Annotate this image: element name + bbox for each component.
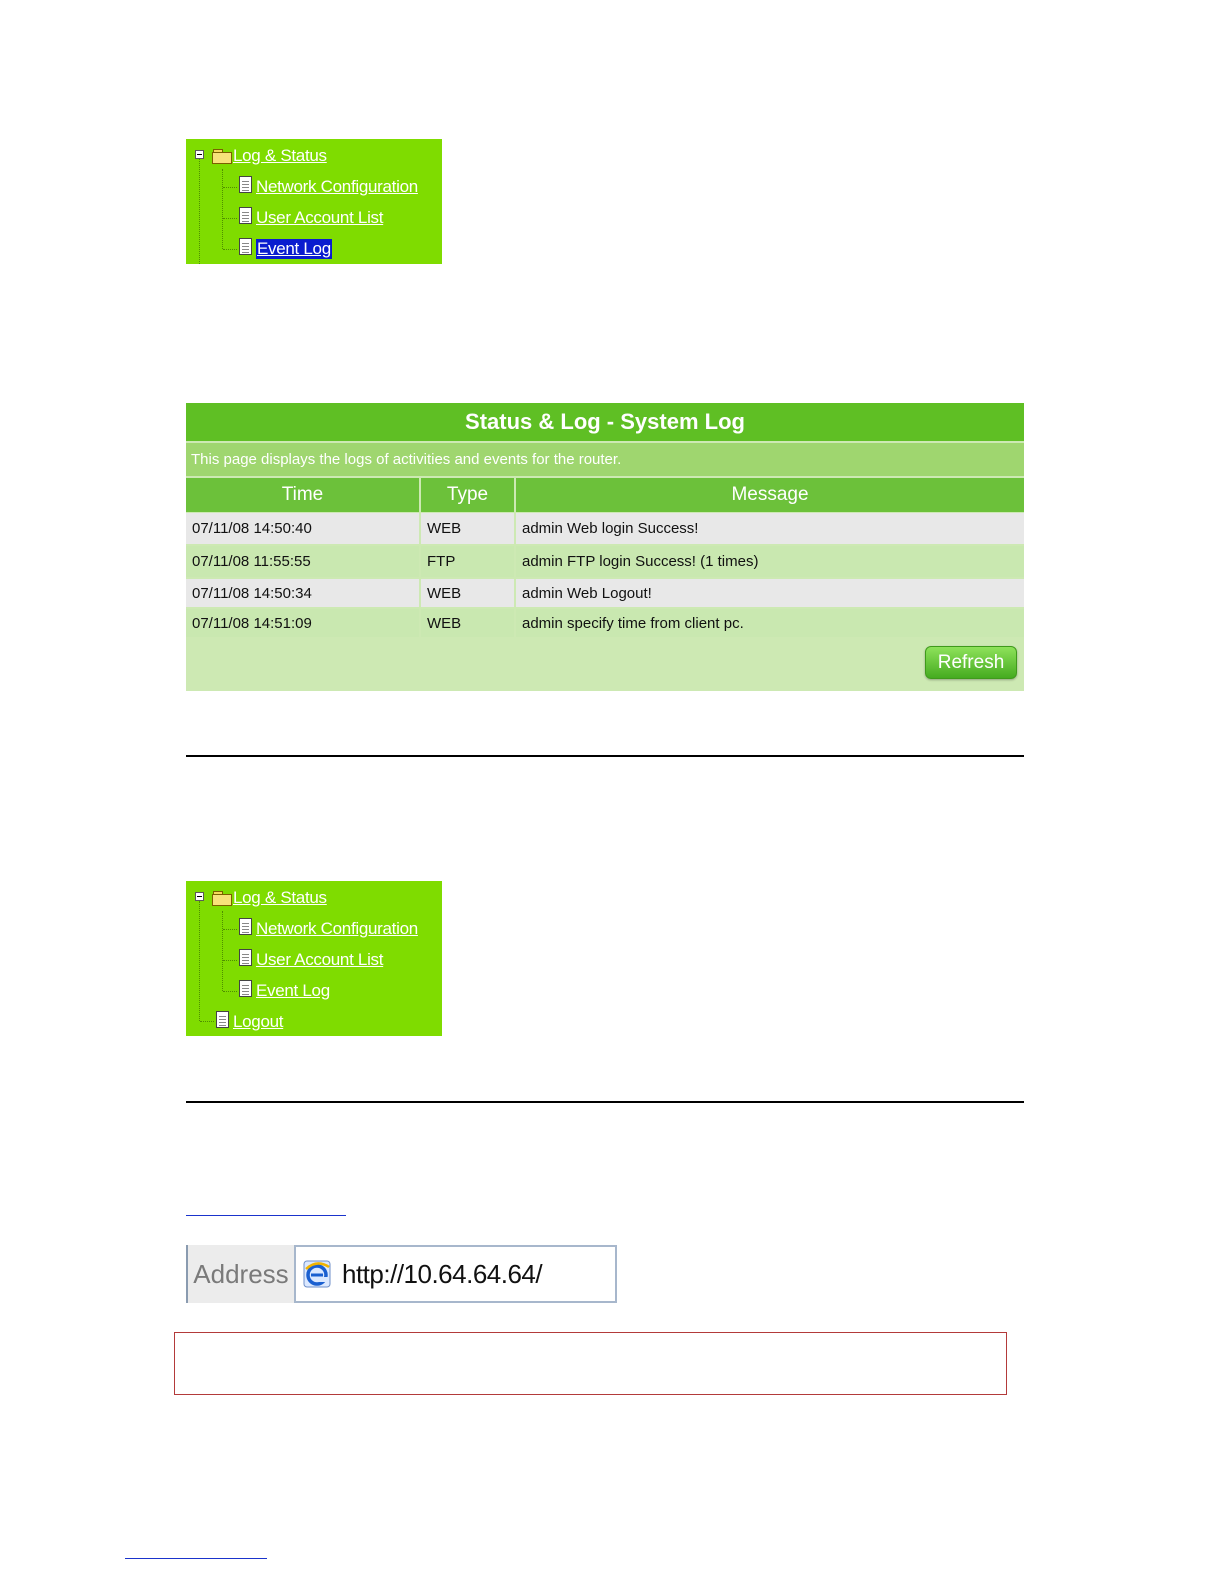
browser-address-bar bbox=[186, 1245, 617, 1303]
tree-item-label[interactable]: User Account List bbox=[256, 950, 384, 969]
refresh-button[interactable]: Refresh bbox=[925, 646, 1017, 679]
tree-item-label[interactable]: Network Configuration bbox=[256, 177, 418, 196]
document-icon bbox=[238, 238, 254, 257]
address-url-text[interactable]: http://10.64.64.64/ bbox=[342, 1258, 543, 1289]
tree-item-label[interactable]: User Account List bbox=[256, 208, 384, 227]
tree-item-logout[interactable] bbox=[215, 1011, 283, 1033]
address-label: Address bbox=[186, 1245, 294, 1303]
document-icon bbox=[238, 949, 254, 968]
note-box bbox=[174, 1332, 1007, 1395]
table-cell-message: admin Web login Success! bbox=[516, 513, 1024, 544]
tree-menu-log-status bbox=[186, 139, 442, 264]
horizontal-rule bbox=[186, 755, 1024, 757]
tree-item-event-log[interactable] bbox=[238, 980, 330, 1002]
table-cell-message: admin FTP login Success! (1 times) bbox=[516, 546, 1024, 577]
table-cell-type: WEB bbox=[421, 513, 514, 544]
column-header-type: Type bbox=[421, 478, 514, 512]
system-log-panel bbox=[186, 403, 1024, 691]
table-cell-time: 07/11/08 14:50:34 bbox=[186, 579, 419, 607]
panel-title: Status & Log - System Log bbox=[186, 403, 1024, 441]
tree-item-user-account-list[interactable] bbox=[238, 207, 383, 229]
address-input[interactable] bbox=[294, 1245, 617, 1303]
tree-menu-log-status-with-logout bbox=[186, 881, 442, 1036]
tree-root-label[interactable]: Log & Status bbox=[233, 888, 327, 907]
tree-item-network-configuration[interactable] bbox=[238, 918, 418, 940]
collapse-icon[interactable] bbox=[195, 892, 204, 901]
tree-root-log-status[interactable] bbox=[212, 887, 327, 909]
panel-description: This page displays the logs of activities and events for the router. bbox=[186, 443, 1024, 476]
column-header-time: Time bbox=[186, 478, 419, 512]
tree-item-label[interactable]: Network Configuration bbox=[256, 919, 418, 938]
table-cell-type: FTP bbox=[421, 546, 514, 577]
document-icon bbox=[238, 980, 254, 999]
document-icon bbox=[238, 176, 254, 195]
folder-open-icon bbox=[212, 891, 232, 905]
tree-item-user-account-list[interactable] bbox=[238, 949, 383, 971]
folder-open-icon bbox=[212, 149, 232, 163]
collapse-icon[interactable] bbox=[195, 150, 204, 159]
link-underline bbox=[186, 1215, 346, 1216]
table-cell-time: 07/11/08 11:55:55 bbox=[186, 546, 419, 577]
table-cell-type: WEB bbox=[421, 609, 514, 637]
table-cell-message: admin specify time from client pc. bbox=[516, 609, 1024, 637]
tree-item-label[interactable]: Logout bbox=[233, 1012, 284, 1031]
tree-item-event-log[interactable] bbox=[238, 238, 332, 260]
link-underline bbox=[125, 1558, 267, 1559]
document-icon bbox=[215, 1011, 231, 1030]
table-cell-time: 07/11/08 14:51:09 bbox=[186, 609, 419, 637]
table-cell-type: WEB bbox=[421, 579, 514, 607]
tree-root-log-status[interactable] bbox=[212, 145, 327, 167]
tree-item-label[interactable]: Event Log bbox=[256, 981, 330, 1000]
document-icon bbox=[238, 207, 254, 226]
ie-browser-icon bbox=[302, 1259, 332, 1289]
tree-root-label[interactable]: Log & Status bbox=[233, 146, 327, 165]
document-icon bbox=[238, 918, 254, 937]
column-header-message: Message bbox=[516, 478, 1024, 512]
table-cell-message: admin Web Logout! bbox=[516, 579, 1024, 607]
horizontal-rule bbox=[186, 1101, 1024, 1103]
tree-item-network-configuration[interactable] bbox=[238, 176, 418, 198]
tree-item-label-selected[interactable]: Event Log bbox=[257, 239, 331, 258]
table-cell-time: 07/11/08 14:50:40 bbox=[186, 513, 419, 544]
